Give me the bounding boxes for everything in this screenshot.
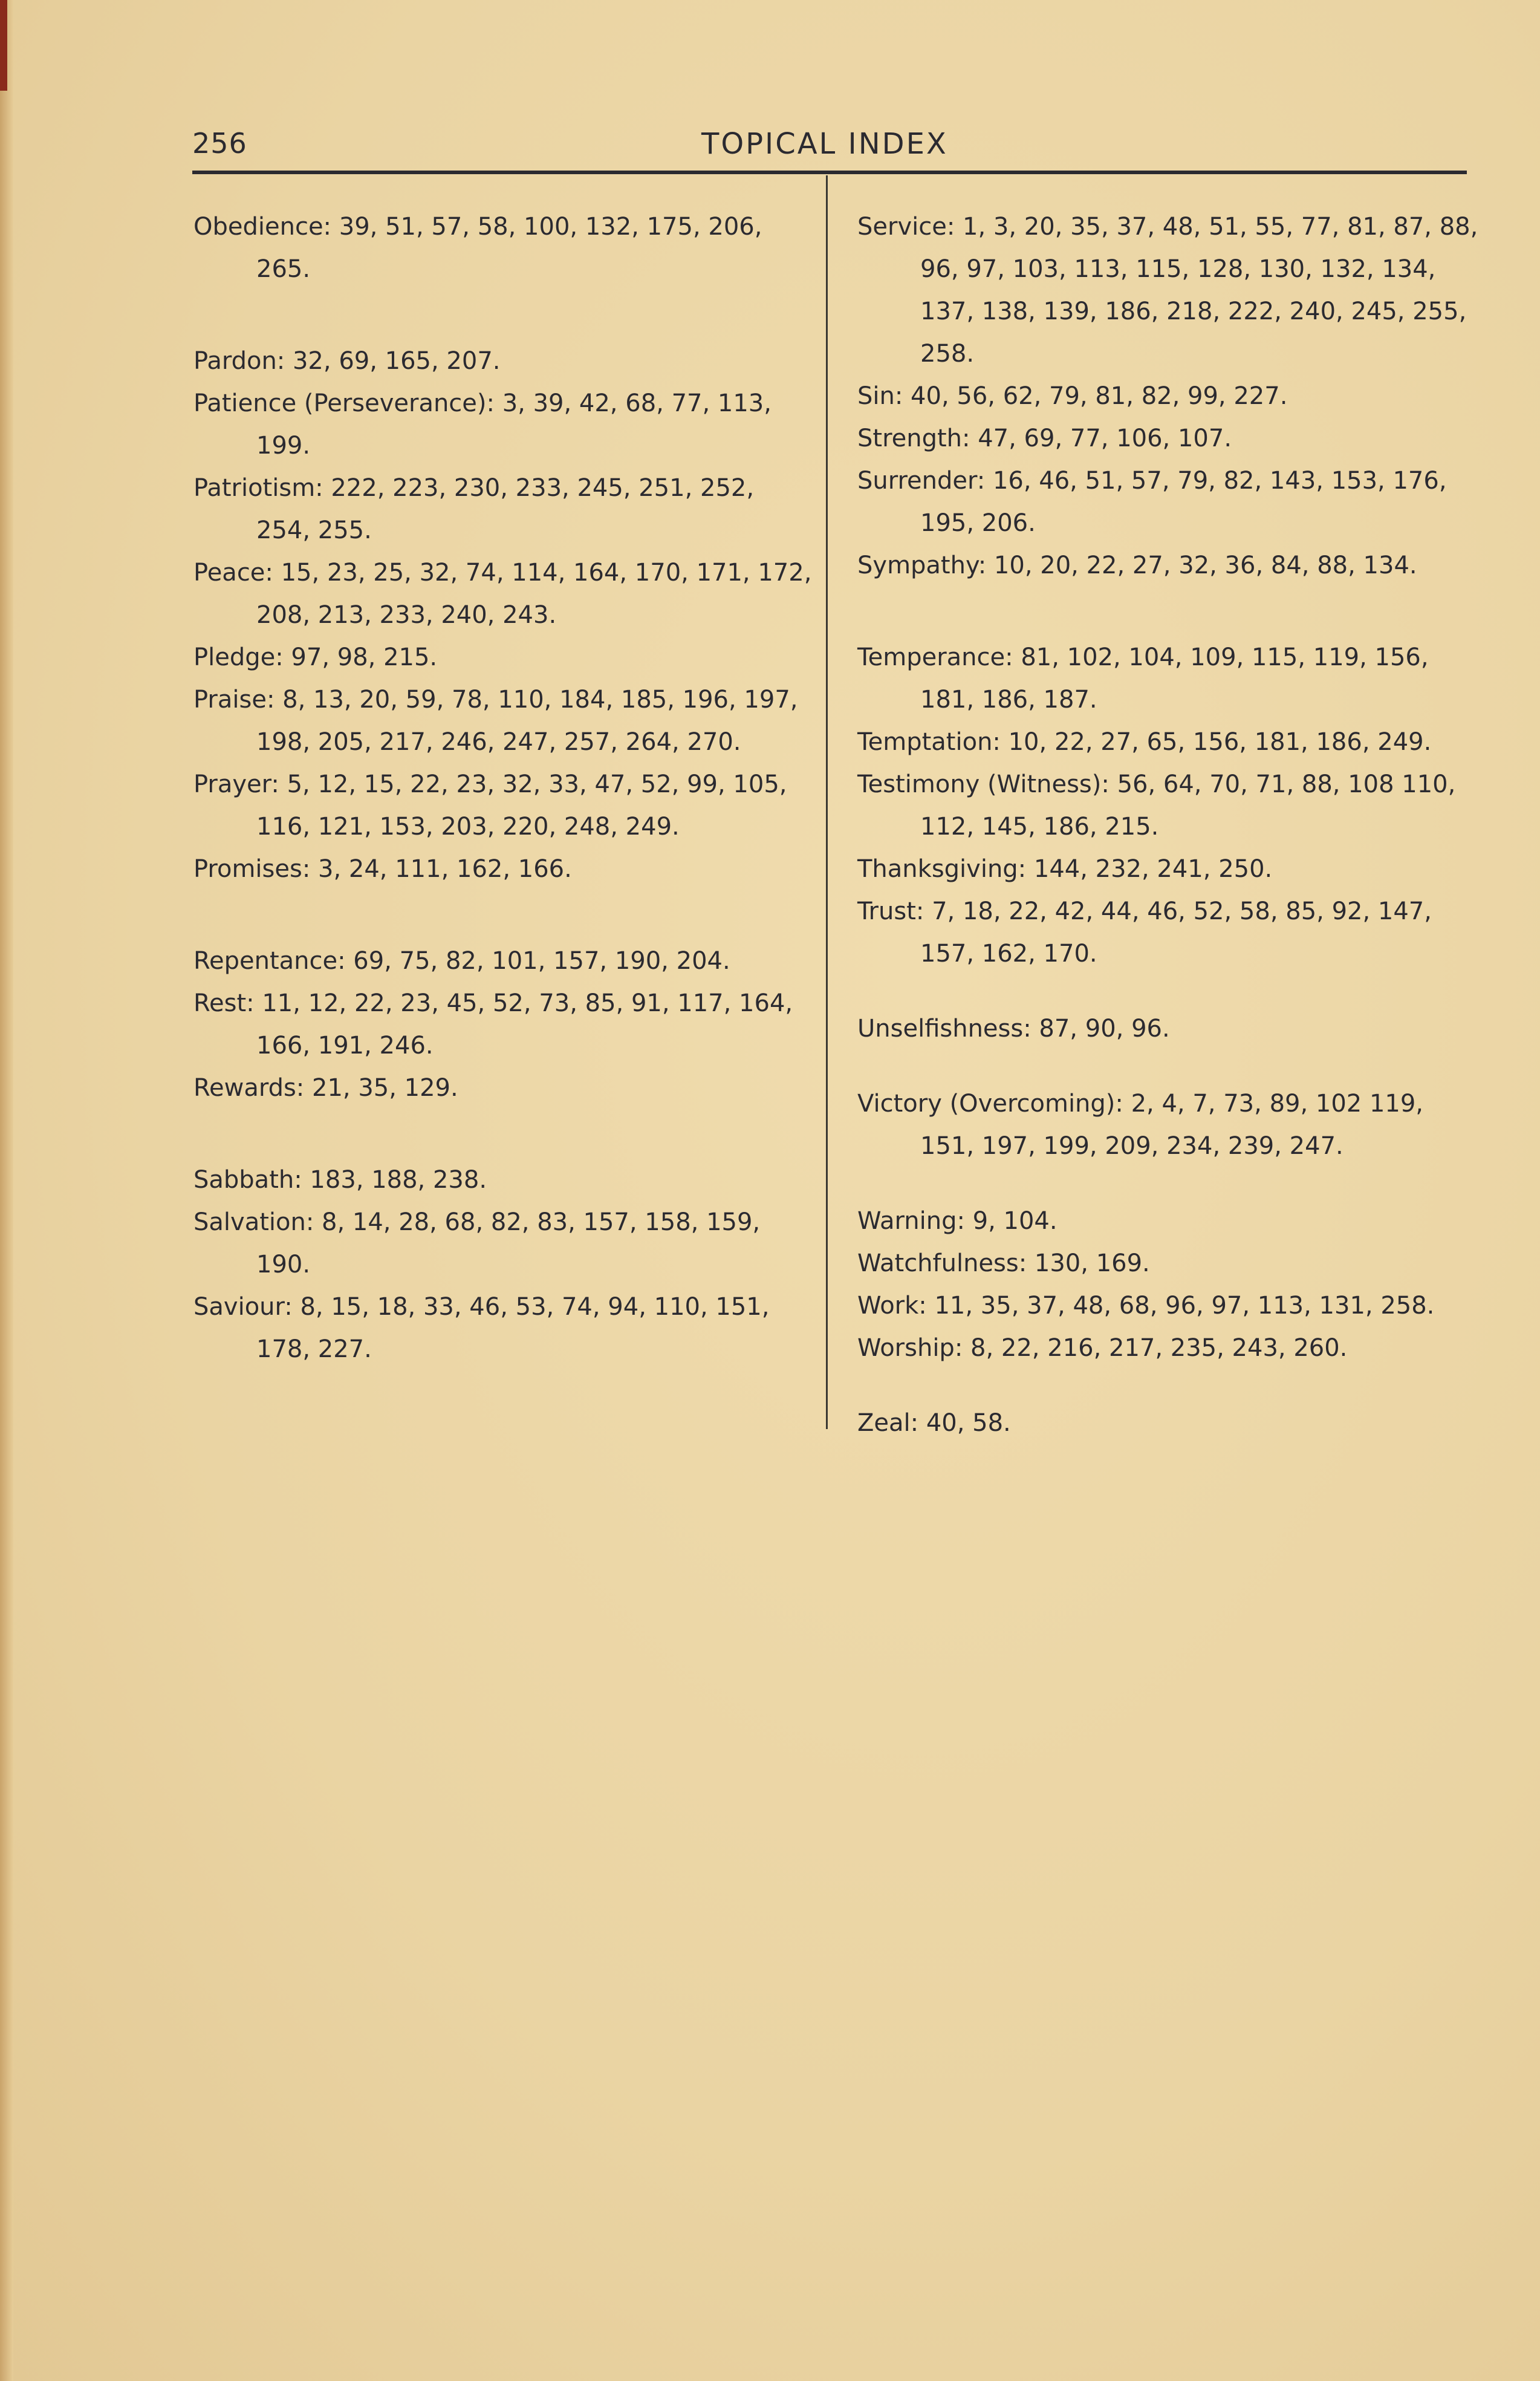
index-entry-sabbath: Sabbath: 183, 188, 238.: [193, 1166, 487, 1194]
index-entry-service: Service: 1, 3, 20, 35, 37, 48, 51, 55, 77, 81, 87, 88, 96, 97, 103, 113, 115, 128, 130, 132, 134, 137, 138, 139, 186, 218, 222, 240, 245, 255, 258.: [857, 213, 1478, 368]
index-entry-sympathy: Sympathy: 10, 20, 22, 27, 32, 36, 84, 88, 134.: [857, 552, 1417, 579]
index-entry-pardon: Pardon: 32, 69, 165, 207.: [193, 347, 501, 375]
index-entry-rest: Rest: 11, 12, 22, 23, 45, 52, 73, 85, 91, 117, 164, 166, 191, 246.: [193, 989, 793, 1060]
index-entry-pledge: Pledge: 97, 98, 215.: [193, 643, 438, 671]
index-column-left: [193, 206, 813, 1370]
index-entry-watchfulness: Watchfulness: 130, 169.: [857, 1249, 1150, 1277]
page-header: [192, 120, 1469, 168]
page-title: TOPICAL INDEX: [701, 127, 948, 161]
index-entry-zeal: Zeal: 40, 58.: [857, 1409, 1011, 1437]
index-entry-promises: Promises: 3, 24, 111, 162, 166.: [193, 855, 572, 883]
index-entry-sin: Sin: 40, 56, 62, 79, 81, 82, 99, 227.: [857, 382, 1288, 410]
index-entry-surrender: Surrender: 16, 46, 51, 57, 79, 82, 143, 153, 176, 195, 206.: [857, 467, 1447, 537]
index-entry-temperance: Temperance: 81, 102, 104, 109, 115, 119, 156, 181, 186, 187.: [857, 643, 1429, 714]
index-entry-patience: Patience (Perseverance): 3, 39, 42, 68, 77, 113, 199.: [193, 389, 772, 460]
index-entry-temptation: Temptation: 10, 22, 27, 65, 156, 181, 186, 249.: [857, 728, 1432, 756]
index-entry-prayer: Prayer: 5, 12, 15, 22, 23, 32, 33, 47, 52, 99, 105, 116, 121, 153, 203, 220, 248, 249.: [193, 770, 787, 841]
index-entry-repentance: Repentance: 69, 75, 82, 101, 157, 190, 204.: [193, 947, 730, 975]
index-column-right: [857, 206, 1480, 1444]
index-entry-worship: Worship: 8, 22, 216, 217, 235, 243, 260.: [857, 1334, 1348, 1362]
column-divider: [826, 175, 828, 1429]
index-entry-testimony: Testimony (Witness): 56, 64, 70, 71, 88, 108 110, 112, 145, 186, 215.: [857, 770, 1456, 841]
index-entry-trust: Trust: 7, 18, 22, 42, 44, 46, 52, 58, 85, 92, 147, 157, 162, 170.: [857, 897, 1432, 968]
index-entry-rewards: Rewards: 21, 35, 129.: [193, 1074, 458, 1102]
index-entry-patriotism: Patriotism: 222, 223, 230, 233, 245, 251, 252, 254, 255.: [193, 474, 755, 544]
binding-mark: [0, 0, 7, 91]
index-entry-obedience: Obedience: 39, 51, 57, 58, 100, 132, 175, 206, 265.: [193, 213, 762, 283]
index-entry-victory: Victory (Overcoming): 2, 4, 7, 73, 89, 102 119, 151, 197, 199, 209, 234, 239, 247.: [857, 1090, 1424, 1160]
index-entry-work: Work: 11, 35, 37, 48, 68, 96, 97, 113, 131, 258.: [857, 1292, 1435, 1320]
index-entry-thanksgiving: Thanksgiving: 144, 232, 241, 250.: [857, 855, 1273, 883]
index-entry-peace: Peace: 15, 23, 25, 32, 74, 114, 164, 170, 171, 172, 208, 213, 233, 240, 243.: [193, 559, 812, 629]
index-entry-strength: Strength: 47, 69, 77, 106, 107.: [857, 425, 1232, 452]
index-entry-praise: Praise: 8, 13, 20, 59, 78, 110, 184, 185, 196, 197, 198, 205, 217, 246, 247, 257, 264, 270.: [193, 686, 798, 756]
index-entry-salvation: Salvation: 8, 14, 28, 68, 82, 83, 157, 158, 159, 190.: [193, 1208, 761, 1278]
index-entry-unselfishness: Unselfishness: 87, 90, 96.: [857, 1015, 1170, 1043]
index-entry-warning: Warning: 9, 104.: [857, 1207, 1058, 1235]
header-rule: [192, 171, 1467, 174]
page-binding-edge: [0, 0, 13, 2381]
page-number: 256: [192, 127, 247, 160]
index-entry-saviour: Saviour: 8, 15, 18, 33, 46, 53, 74, 94, 110, 151, 178, 227.: [193, 1293, 770, 1363]
